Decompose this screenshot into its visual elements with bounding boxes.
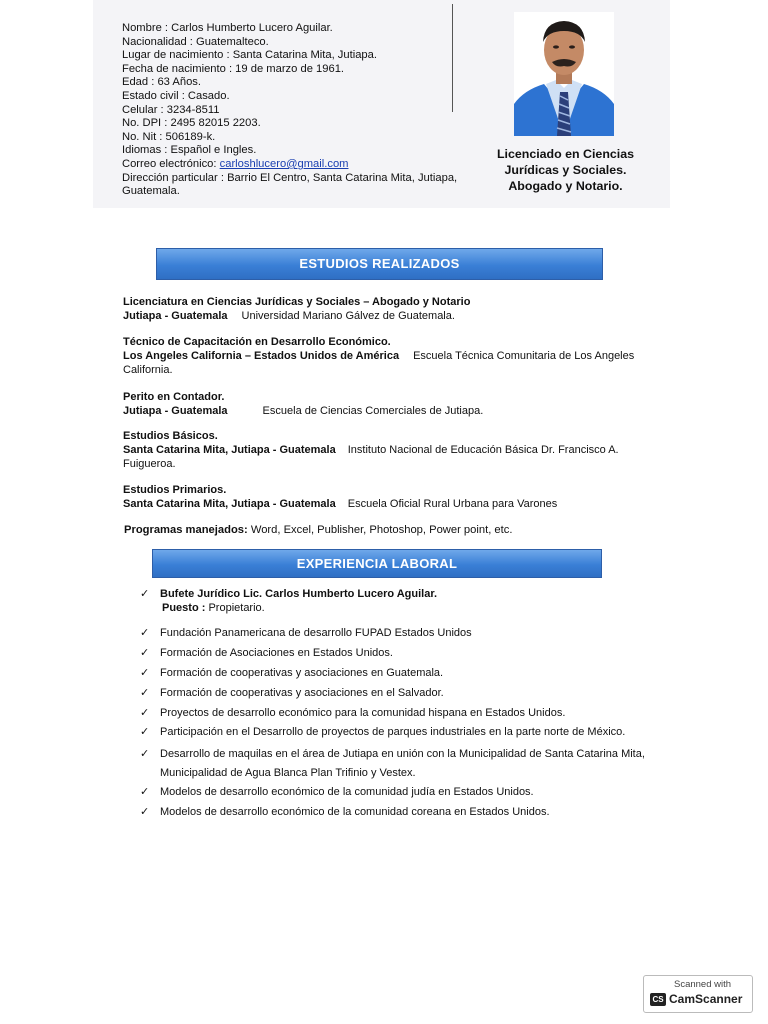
exp-item-0 (140, 587, 437, 615)
estudio-5-place: Santa Catarina Mita, Jutiapa - Guatemala (123, 497, 336, 510)
estudio-5 (123, 484, 557, 512)
estudio-2-institution: Escuela Técnica Comunitaria de Los Angeles (413, 349, 635, 362)
exp-item-8 (140, 785, 534, 799)
estudios-banner: ESTUDIOS REALIZADOS (156, 248, 603, 280)
info-fecha: Fecha de nacimiento : 19 de marzo de 1961. (122, 62, 345, 75)
check-icon: ✓ (140, 786, 150, 798)
check-icon: ✓ (140, 667, 150, 679)
info-celular: Celular : 3234-8511 (122, 103, 220, 116)
exp-item-3 (140, 666, 443, 680)
exp-item-7-cont: Municipalidad de Agua Blanca Plan Trifinio y Vestex. (160, 767, 416, 779)
estudio-4 (123, 430, 619, 471)
professional-title (483, 146, 648, 194)
experiencia-banner: EXPERIENCIA LABORAL (152, 549, 602, 578)
title-line3: Abogado y Notario. (508, 179, 623, 193)
estudio-4-institution-cont: Fuigueroa. (123, 457, 176, 470)
info-estado: Estado civil : Casado. (122, 89, 230, 102)
info-dpi: No. DPI : 2495 82015 2203. (122, 117, 261, 130)
estudio-3-title: Perito en Contador. (123, 391, 225, 403)
exp-item-1 (140, 626, 472, 640)
info-nit: No. Nit : 506189-k. (122, 130, 216, 143)
check-icon: ✓ (140, 748, 150, 760)
estudio-3-place: Jutiapa - Guatemala (123, 404, 228, 417)
programas (124, 524, 512, 536)
exp-item-2 (140, 646, 393, 660)
info-direccion: Dirección particular : Barrio El Centro, Santa Catarina Mita, Jutiapa, Guatemala. (122, 171, 458, 198)
estudio-2-institution-cont: California. (123, 363, 173, 376)
exp-item-9 (140, 805, 550, 819)
title-line2: Jurídicas y Sociales. (504, 163, 627, 177)
exp-item-text: Participación en el Desarrollo de proyectos de parques industriales en la parte norte de México. (160, 726, 626, 738)
email-link[interactable]: carloshlucero@gmail.com (219, 157, 349, 170)
info-nombre: Nombre : Carlos Humberto Lucero Aguilar. (122, 22, 333, 34)
puesto-label: Puesto : (162, 602, 206, 614)
title-line1: Licenciado en Ciencias (496, 147, 635, 161)
check-icon: ✓ (140, 726, 150, 738)
puesto-value: Propietario. (205, 602, 265, 614)
estudio-2 (123, 336, 634, 377)
estudio-1-title: Licenciatura en Ciencias Jurídicas y Sociales – Abogado y Notario (123, 296, 471, 308)
exp-item-4 (140, 686, 444, 700)
exp-item-text: Fundación Panamericana de desarrollo FUPAD Estados Unidos (160, 627, 472, 639)
exp-item-text: Formación de cooperativas y asociaciones en el Salvador. (160, 687, 444, 699)
check-icon: ✓ (140, 588, 150, 600)
programas-value: Word, Excel, Publisher, Photoshop, Power point, etc. (247, 524, 513, 536)
exp-item-6 (140, 725, 625, 739)
camscanner-name: CamScanner (669, 992, 743, 1006)
exp-item-text: Modelos de desarrollo económico de la comunidad judía en Estados Unidos. (160, 786, 534, 798)
info-lugar: Lugar de nacimiento : Santa Catarina Mita, Jutiapa. (122, 49, 377, 62)
estudio-2-title: Técnico de Capacitación en Desarrollo Económico. (123, 336, 391, 348)
check-icon: ✓ (140, 707, 150, 719)
estudio-1 (123, 296, 470, 324)
estudio-5-institution: Escuela Oficial Rural Urbana para Varones (347, 497, 558, 510)
programas-label: Programas manejados: (124, 524, 248, 536)
info-correo (122, 158, 482, 172)
estudio-1-institution: Universidad Mariano Gálvez de Guatemala. (241, 309, 455, 322)
estudio-5-title: Estudios Primarios. (123, 484, 227, 496)
exp-item-7 (140, 745, 645, 783)
exp-item-text: Proyectos de desarrollo económico para la comunidad hispana en Estados Unidos. (160, 707, 566, 719)
check-icon: ✓ (140, 806, 150, 818)
check-icon: ✓ (140, 647, 150, 659)
info-edad: Edad : 63 Años. (122, 76, 201, 89)
estudio-3-institution: Escuela de Ciencias Comerciales de Jutiapa. (262, 404, 484, 417)
estudio-1-place: Jutiapa - Guatemala (123, 309, 228, 322)
check-icon: ✓ (140, 687, 150, 699)
estudio-4-title: Estudios Básicos. (123, 430, 218, 442)
exp-item-text: Formación de cooperativas y asociaciones en Guatemala. (160, 667, 444, 679)
exp-item-text: Formación de Asociaciones en Estados Unidos. (160, 647, 393, 659)
camscanner-logo-icon: CS (650, 993, 666, 1006)
info-nacionalidad: Nacionalidad : Guatemalteco. (122, 35, 269, 48)
exp-first-title: Bufete Jurídico Lic. Carlos Humberto Lucero Aguilar. (160, 588, 438, 600)
estudio-3 (123, 391, 483, 419)
estudio-2-place: Los Angeles California – Estados Unidos de América (123, 349, 400, 362)
correo-label: Correo electrónico: (122, 157, 220, 170)
estudio-4-institution: Instituto Nacional de Educación Básica Dr. Francisco A. (347, 443, 619, 456)
info-idiomas: Idiomas : Español e Ingles. (122, 144, 257, 157)
personal-info (122, 22, 482, 199)
exp-item-text: Modelos de desarrollo económico de la comunidad coreana en Estados Unidos. (160, 806, 550, 818)
estudio-4-place: Santa Catarina Mita, Jutiapa - Guatemala (123, 443, 336, 456)
exp-item-5 (140, 706, 565, 720)
profile-photo (514, 12, 614, 136)
camscanner-watermark (643, 975, 753, 1013)
exp-item-text: Desarrollo de maquilas en el área de Jutiapa en unión con la Municipalidad de Santa Catarina Mita, (160, 748, 645, 760)
check-icon: ✓ (140, 627, 150, 639)
scanned-with-text: Scanned with (674, 979, 732, 990)
